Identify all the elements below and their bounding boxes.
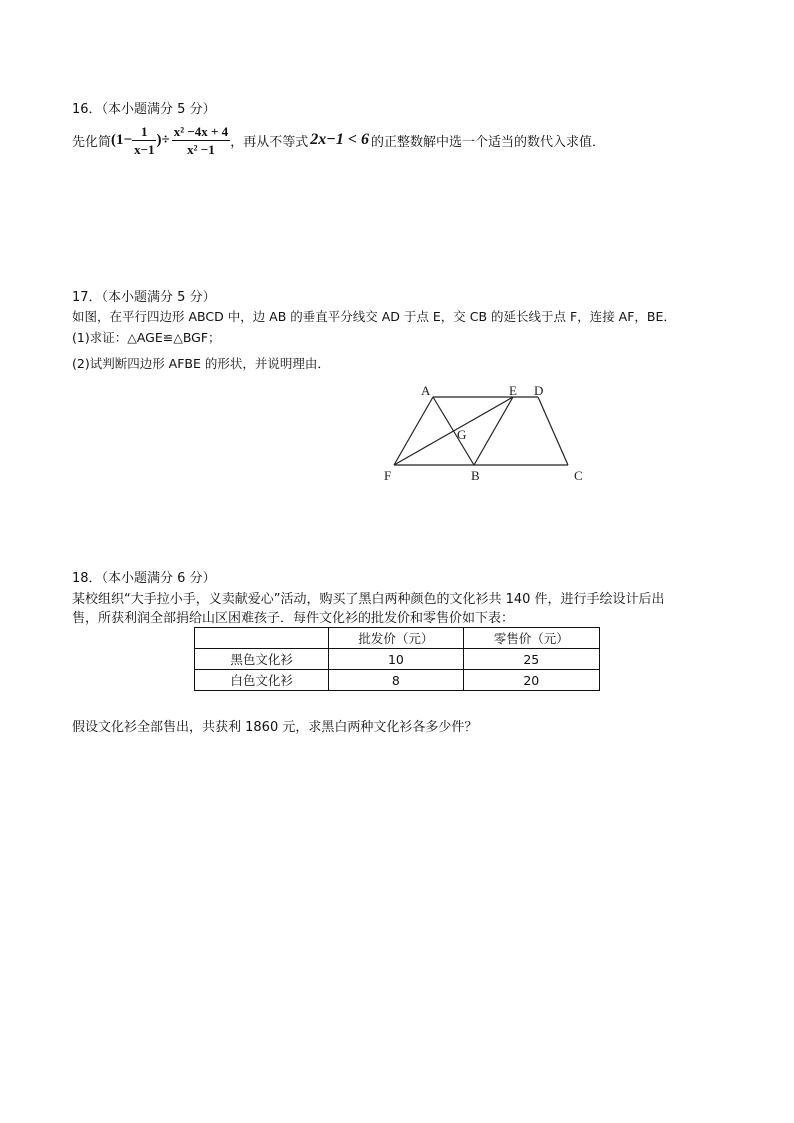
q16-fraction-1 <box>132 123 156 158</box>
label-a: A <box>421 383 431 398</box>
q17-header: 17．（本小题满分 5 分） <box>72 290 216 305</box>
table-row <box>195 670 600 691</box>
segment-af <box>394 397 433 465</box>
parallelogram-figure <box>370 378 600 488</box>
q16-fraction-2-denominator: x² −1 <box>187 141 215 157</box>
label-g: G <box>457 427 467 442</box>
segment-eb <box>474 397 513 465</box>
q16-fraction-2-numerator: x² −4x + 4 <box>173 123 229 139</box>
table-header-cell: 批发价（元） <box>329 628 463 649</box>
q16-middle: ，再从不等式 <box>230 134 309 150</box>
segment-dc <box>538 397 568 465</box>
q16-fraction-1-denominator: x−1 <box>134 141 155 157</box>
label-e: E <box>509 383 517 398</box>
q16-fraction-2 <box>172 123 230 158</box>
table-cell: 10 <box>329 649 463 670</box>
label-b: B <box>471 468 480 483</box>
label-c: C <box>574 468 583 483</box>
q18-line-2: 售，所获利润全部捐给山区困难孩子．每件文化衫的批发价和零售价如下表： <box>72 611 515 626</box>
q16-prefix: 先化简 <box>72 134 112 150</box>
price-table <box>194 627 600 691</box>
q16-suffix: 的正整数解中选一个适当的数代入求值． <box>371 134 606 150</box>
label-f: F <box>384 468 392 483</box>
table-cell: 黑色文化衫 <box>195 649 329 670</box>
q16-header: 16．（本小题满分 5 分） <box>72 102 216 117</box>
table-row <box>195 649 600 670</box>
table-header-cell <box>195 628 329 649</box>
q18-question: 假设文化衫全部售出，共获利 1860 元，求黑白两种文化衫各多少件？ <box>72 720 478 735</box>
q17-line-2: (1)求证：△AGE≌△BGF； <box>72 330 221 345</box>
q16-fraction-1-numerator: 1 <box>132 123 156 141</box>
q17-line-1: 如图，在平行四边形 ABCD 中，边 AB 的垂直平分线交 AD 于点 E，交 CB 的延长线于点 F，连接 AF，BE． <box>72 309 676 324</box>
table-cell: 白色文化衫 <box>195 670 329 691</box>
q17-line-3: (2)试判断四边形 AFBE 的形状，并说明理由． <box>72 356 330 371</box>
q16-expr-close: )÷ <box>156 131 170 148</box>
table-header-row <box>195 628 600 649</box>
segment-fe <box>394 397 513 465</box>
q18-header: 18．（本小题满分 6 分） <box>72 571 216 586</box>
table-cell: 8 <box>329 670 463 691</box>
q16-inequality: 2x−1 < 6 <box>310 131 370 148</box>
table-cell: 25 <box>463 649 599 670</box>
q16-expr-open: (1− <box>111 131 133 148</box>
table-cell: 20 <box>463 670 599 691</box>
label-d: D <box>534 383 544 398</box>
q16-body <box>72 120 605 160</box>
table-header-cell: 零售价（元） <box>463 628 599 649</box>
q18-line-1: 某校组织“大手拉小手，义卖献爱心”活动，购买了黑白两种颜色的文化衫共 140 件，进行手绘设计后出 <box>72 592 665 607</box>
